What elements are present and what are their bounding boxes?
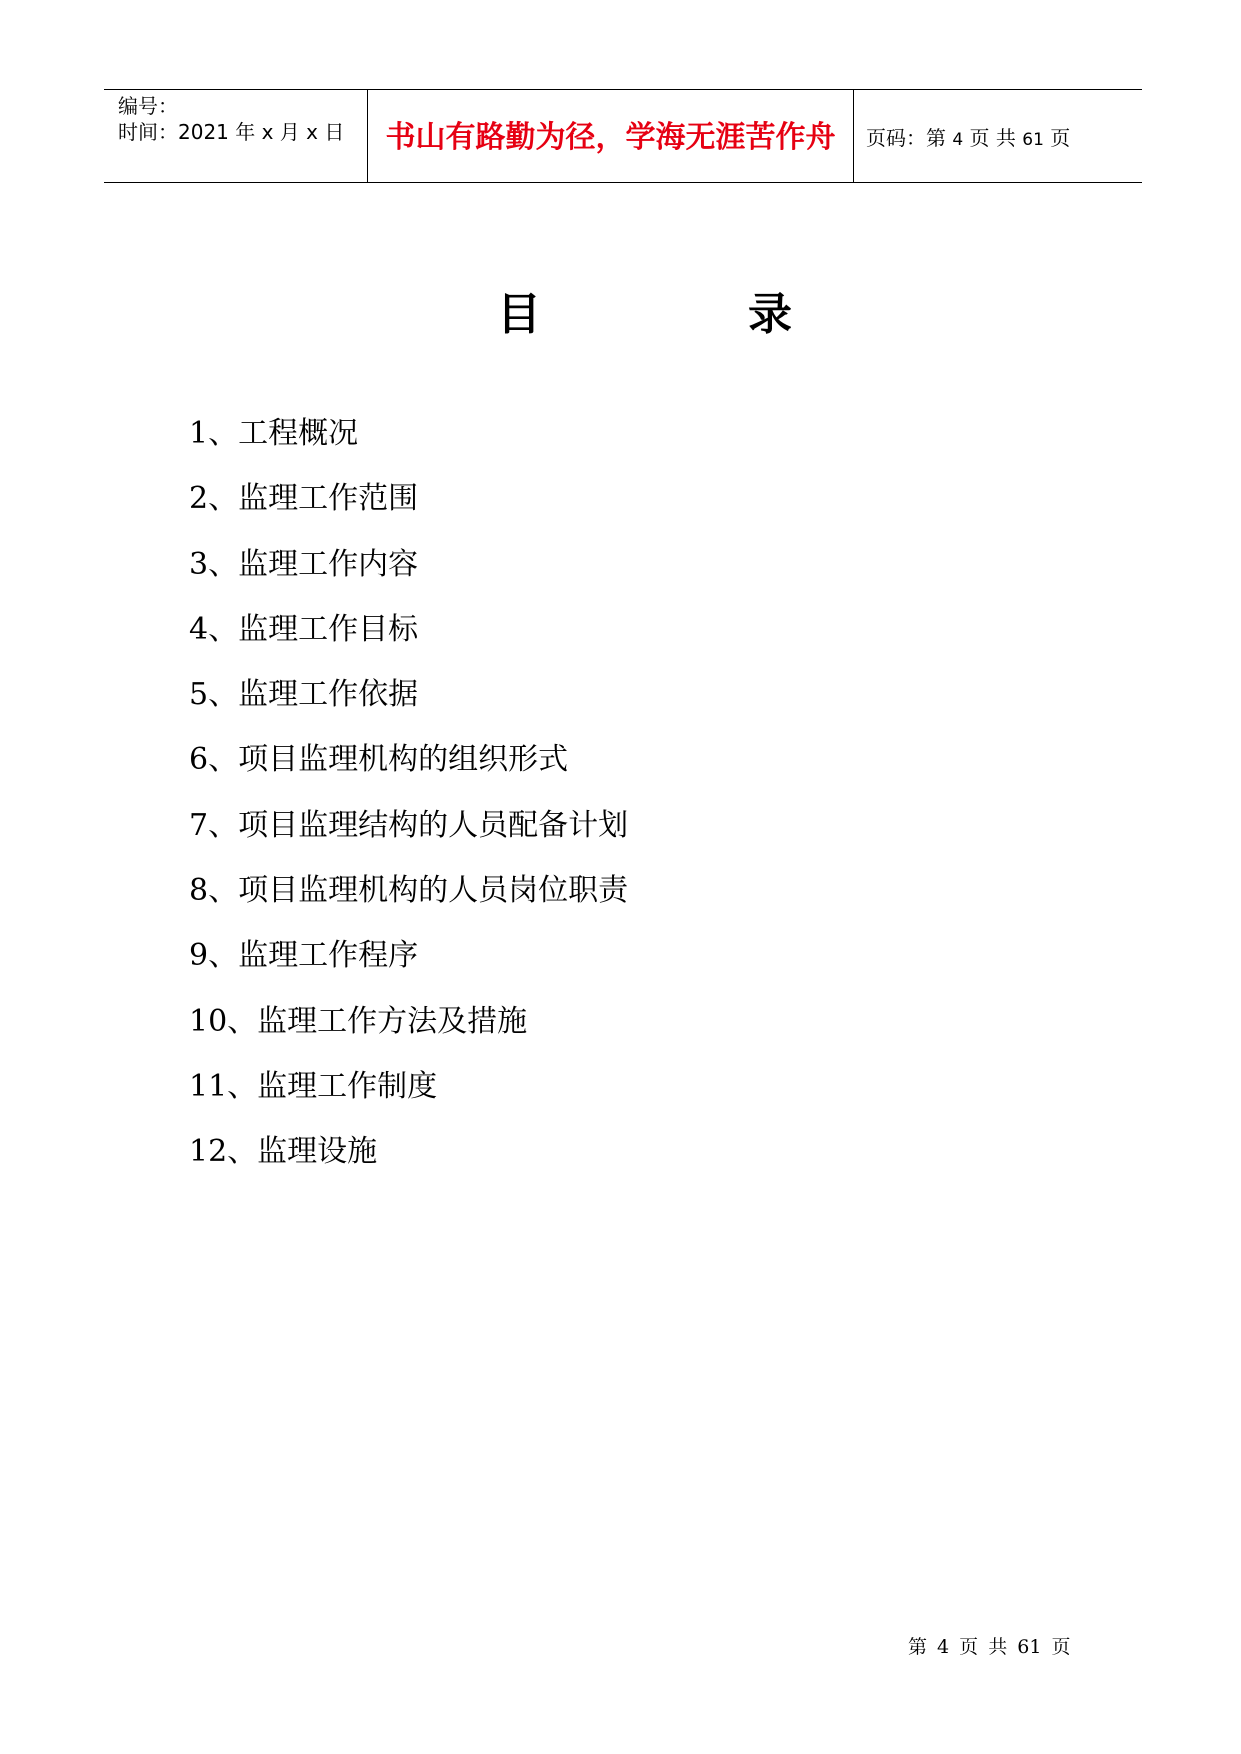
toc-title-char-1: 目 <box>497 289 541 340</box>
page-code-total: 61 <box>1022 130 1044 150</box>
toc-item[interactable]: 10、监理工作方法及措施 <box>189 1003 528 1039</box>
toc-item[interactable]: 2、监理工作范围 <box>189 481 419 517</box>
toc-item[interactable]: 9、监理工作程序 <box>189 938 419 974</box>
header-motto-cell <box>368 90 854 182</box>
table-of-contents <box>189 408 628 1192</box>
toc-item[interactable]: 6、项目监理机构的组织形式 <box>189 742 569 778</box>
toc-item[interactable]: 8、项目监理机构的人员岗位职责 <box>189 873 629 909</box>
toc-title-char-2: 录 <box>748 289 792 340</box>
page-code-middle: 页 共 <box>969 126 1016 150</box>
header-page-cell <box>854 90 1142 182</box>
toc-item[interactable]: 4、监理工作目标 <box>189 611 419 647</box>
toc-item[interactable]: 12、监理设施 <box>189 1134 378 1170</box>
serial-number-label: 编号： <box>118 94 178 118</box>
page-code-prefix: 页码：第 <box>866 126 946 150</box>
page-footer: 第 4 页 共 61 页 <box>908 1636 1071 1658</box>
toc-item[interactable]: 5、监理工作依据 <box>189 677 419 713</box>
header-meta-cell <box>104 90 368 182</box>
toc-item[interactable]: 1、工程概况 <box>189 416 359 451</box>
toc-item[interactable]: 11、监理工作制度 <box>189 1068 438 1104</box>
date-line: 时间：2021 年 x 月 x 日 <box>118 120 345 144</box>
motto: 书山有路勤为径，学海无涯苦作舟 <box>385 120 836 155</box>
toc-item[interactable]: 3、监理工作内容 <box>189 546 419 582</box>
page-code-current: 4 <box>952 130 964 150</box>
page-code <box>866 124 1070 154</box>
page-code-suffix: 页 <box>1050 126 1071 150</box>
document-header <box>104 89 1142 183</box>
toc-item[interactable]: 7、项目监理结构的人员配备计划 <box>189 807 629 843</box>
